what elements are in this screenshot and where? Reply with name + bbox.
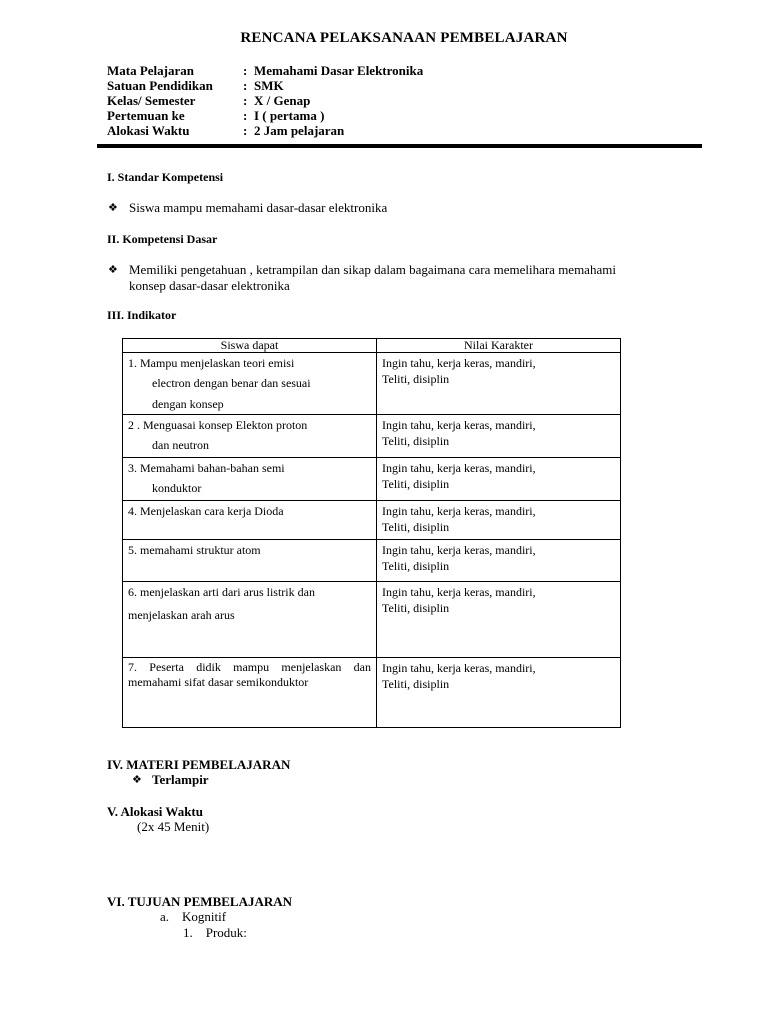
table-row (123, 353, 621, 415)
info-label: Pertemuan ke (107, 108, 185, 123)
section-heading: II. Kompetensi Dasar (107, 232, 218, 246)
section-heading: V. Alokasi Waktu (107, 804, 203, 819)
bullet-icon: ❖ (132, 774, 142, 786)
section-text: Terlampir (152, 772, 209, 787)
table-cell (123, 458, 377, 501)
cell-line: menjelaskan arah arus (128, 608, 235, 622)
info-label: Satuan Pendidikan (107, 78, 213, 93)
table-row (123, 658, 621, 728)
cell-line: Teliti, disiplin (382, 477, 450, 491)
cell-line: Ingin tahu, kerja keras, mandiri, (382, 504, 536, 518)
section-heading: IV. MATERI PEMBELAJARAN (107, 757, 291, 772)
section-heading: I. Standar Kompetensi (107, 170, 224, 184)
cell-line: 2 . Menguasai konsep Elekton proton (128, 418, 308, 432)
cell-line: Teliti, disiplin (382, 434, 450, 448)
table-cell (377, 582, 621, 658)
table-cell (123, 415, 377, 458)
cell-line: Ingin tahu, kerja keras, mandiri, (382, 461, 536, 475)
table-cell (123, 353, 377, 415)
section-subitem: a. Kognitif (160, 909, 227, 924)
cell-line: 6. menjelaskan arti dari arus listrik dan (128, 585, 315, 599)
indicator-table (122, 338, 621, 728)
info-colon: : (243, 123, 248, 138)
table-row (123, 415, 621, 458)
cell-line: Ingin tahu, kerja keras, mandiri, (382, 356, 536, 370)
table-cell (123, 501, 377, 540)
cell-line: dan neutron (152, 438, 209, 452)
cell-line: 7. Peserta didik mampu menjelaskan dan memahami sifat dasar semikonduktor (128, 660, 371, 689)
column-header: Siswa dapat (123, 339, 377, 353)
info-label: Kelas/ Semester (107, 93, 196, 108)
table-row (123, 540, 621, 582)
cell-line: dengan konsep (152, 397, 224, 411)
cell-line: Ingin tahu, kerja keras, mandiri, (382, 418, 536, 432)
cell-line: 3. Memahami bahan-bahan semi (128, 461, 285, 475)
section-heading: VI. TUJUAN PEMBELAJARAN (107, 894, 293, 909)
cell-line: electron dengan benar dan sesuai (152, 376, 311, 390)
cell-line: Teliti, disiplin (382, 372, 450, 386)
section-text: Siswa mampu memahami dasar-dasar elektronika (129, 200, 388, 215)
table-cell (377, 458, 621, 501)
info-colon: : (243, 78, 248, 93)
info-colon: : (243, 63, 248, 78)
cell-line: Teliti, disiplin (382, 520, 450, 534)
cell-line: Ingin tahu, kerja keras, mandiri, (382, 543, 536, 557)
bullet-icon: ❖ (108, 264, 118, 276)
cell-line: konduktor (152, 481, 202, 495)
section-text: Memiliki pengetahuan , ketrampilan dan sikap dalam bagaimana cara memelihara memahami (129, 262, 616, 277)
page-title: RENCANA PELAKSANAAN PEMBELAJARAN (240, 30, 568, 46)
info-value: X / Genap (254, 93, 311, 108)
section-heading: III. Indikator (107, 308, 177, 322)
table-cell (123, 658, 377, 728)
table-cell (123, 540, 377, 582)
section-subitem: 1. Produk: (183, 925, 247, 940)
info-label: Alokasi Waktu (107, 123, 190, 138)
info-label: Mata Pelajaran (107, 63, 195, 78)
cell-line: 5. memahami struktur atom (128, 543, 261, 557)
table-row (123, 458, 621, 501)
cell-line: Ingin tahu, kerja keras, mandiri, (382, 585, 536, 599)
cell-line: Ingin tahu, kerja keras, mandiri, (382, 661, 536, 675)
table-cell (377, 501, 621, 540)
cell-line: Teliti, disiplin (382, 677, 450, 691)
info-colon: : (243, 108, 248, 123)
bullet-icon: ❖ (108, 202, 118, 214)
cell-line: Teliti, disiplin (382, 559, 450, 573)
section-text: konsep dasar-dasar elektronika (129, 278, 290, 293)
info-value: SMK (254, 78, 284, 93)
table-cell (377, 540, 621, 582)
info-colon: : (243, 93, 248, 108)
table-cell (377, 353, 621, 415)
table-row (123, 582, 621, 658)
cell-line: 4. Menjelaskan cara kerja Dioda (128, 504, 284, 518)
table-row (123, 501, 621, 540)
table-header-row (123, 339, 621, 353)
cell-line: Teliti, disiplin (382, 601, 450, 615)
table-cell (377, 658, 621, 728)
table-cell (377, 415, 621, 458)
info-value: Memahami Dasar Elektronika (254, 63, 424, 78)
cell-line: 1. Mampu menjelaskan teori emisi (128, 356, 295, 370)
info-value: I ( pertama ) (254, 108, 325, 123)
section-text: (2x 45 Menit) (137, 819, 210, 834)
header-divider (97, 144, 702, 148)
column-header: Nilai Karakter (377, 339, 621, 353)
table-cell (123, 582, 377, 658)
info-value: 2 Jam pelajaran (254, 123, 345, 138)
